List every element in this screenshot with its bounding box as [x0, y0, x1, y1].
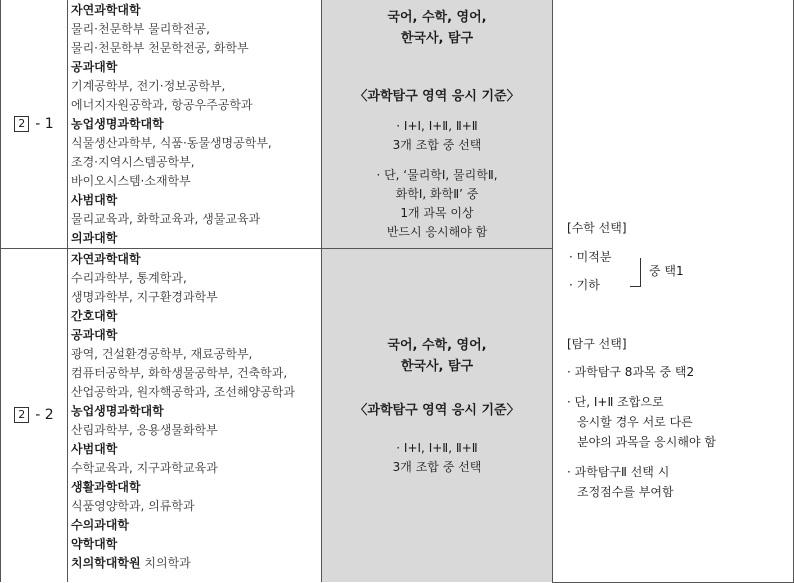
criteria-item: 반드시 응시해야 함 — [386, 224, 488, 239]
subjects-main: 국어, 수학, 영어, — [387, 9, 487, 25]
college-name: 농업생명과학대학 — [71, 404, 164, 418]
subjects-main: 국어, 수학, 영어, — [387, 337, 487, 353]
college-name: 치의학대학원 — [71, 556, 141, 570]
college-name: 간호대학 — [71, 309, 118, 323]
college-name: 공과대학 — [71, 328, 118, 342]
criteria-item: 화학Ⅰ, 화학Ⅱ’ 중 — [395, 186, 479, 201]
science-criteria-heading: 〈과학탐구 영역 응시 기준〉 — [354, 88, 520, 104]
criteria-item: 1개 과목 이상 — [400, 205, 474, 220]
college-name: 약학대학 — [71, 537, 118, 551]
inquiry-line: · 과학탐구Ⅱ 선택 시 — [567, 465, 670, 480]
dept-line: 식품영양학과, 의류학과 — [71, 499, 195, 513]
row-suffix: - 2 — [35, 407, 54, 423]
science-criteria-heading: 〈과학탐구 영역 응시 기준〉 — [354, 402, 520, 418]
row-suffix: - 1 — [35, 115, 54, 132]
college-name: 사범대학 — [71, 193, 118, 207]
units-cell — [68, 249, 322, 583]
dept-line: 광역, 건설환경공학부, 재료공학부, — [71, 347, 253, 361]
math-options — [567, 246, 793, 306]
inquiry-line: 응시할 경우 서로 다른 — [577, 415, 693, 430]
dept-line: 조경·지역시스템공학부, — [71, 155, 195, 169]
dept-line: 산림과학부, 응용생물화학부 — [71, 423, 218, 437]
subjects-cell — [322, 0, 553, 249]
math-option: · 미적분 — [569, 250, 612, 265]
math-option: · 기하 — [569, 278, 600, 293]
row-number-box: 2 — [14, 407, 29, 423]
criteria-item: · 단, ‘물리학Ⅰ, 물리학Ⅱ, — [376, 167, 498, 182]
college-name: 자연과학대학 — [71, 252, 141, 266]
bracket-mark — [630, 258, 641, 287]
college-name: 의과대학 — [71, 231, 118, 245]
college-with-dept — [71, 554, 321, 573]
criteria-item: · Ⅰ+Ⅰ, Ⅰ+Ⅱ, Ⅱ+Ⅱ — [396, 118, 478, 133]
dept-line: 물리·천문학부 물리학전공, — [71, 22, 210, 36]
math-pick: 중 택1 — [649, 264, 684, 279]
college-name: 생활과학대학 — [71, 480, 141, 494]
subjects-cell — [322, 249, 553, 583]
dept-line: 생명과학부, 지구환경과학부 — [71, 290, 218, 304]
college-name: 사범대학 — [71, 442, 118, 456]
college-name: 공과대학 — [71, 60, 118, 74]
inquiry-heading: [탐구 선택] — [567, 337, 627, 352]
inquiry-line: 조정점수를 부여함 — [577, 485, 674, 500]
college-name: 농업생명과학대학 — [71, 117, 164, 131]
inquiry-line: · 단, Ⅰ+Ⅱ 조합으로 — [567, 395, 664, 410]
subjects-main: 한국사, 탐구 — [400, 358, 474, 374]
dept-line: 물리교육과, 화학교육과, 생물교육과 — [71, 212, 261, 226]
dept-line: 물리·천문학부 천문학전공, 화학부 — [71, 41, 249, 55]
dept-line: 기계공학부, 전기·정보공학부, — [71, 79, 226, 93]
inquiry-line: · 과학탐구 8과목 중 택2 — [567, 365, 695, 380]
inquiry-line: 분야의 과목을 응시해야 함 — [577, 435, 716, 450]
math-heading: [수학 선택] — [567, 221, 627, 236]
dept-line: 수학교육과, 지구과학교육과 — [71, 461, 218, 475]
criteria-item: 3개 조합 중 선택 — [392, 459, 482, 474]
row-label-2-2 — [1, 249, 68, 583]
criteria-item: 3개 조합 중 선택 — [392, 137, 482, 152]
dept-line: 산업공학과, 원자핵공학과, 조선해양공학과 — [71, 385, 295, 399]
dept-line: 컴퓨터공학부, 화학생물공학부, 건축학과, — [71, 366, 288, 380]
dept-line: 에너지자원공학과, 항공우주공학과 — [71, 98, 253, 112]
college-name: 자연과학대학 — [71, 3, 141, 17]
dept-line: 수리과학부, 통계학과, — [71, 271, 187, 285]
criteria-item: · Ⅰ+Ⅰ, Ⅰ+Ⅱ, Ⅱ+Ⅱ — [396, 440, 478, 455]
dept-line: 바이오시스템·소재학부 — [71, 174, 191, 188]
row-number-box: 2 — [14, 116, 29, 132]
college-name: 수의과대학 — [71, 518, 129, 532]
subjects-main: 한국사, 탐구 — [400, 30, 474, 46]
dept-line: 치의학과 — [144, 556, 191, 570]
dept-line: 식물생산과학부, 식품·동물생명공학부, — [71, 136, 272, 150]
requirements-cell — [553, 0, 794, 582]
units-cell — [68, 0, 322, 249]
row-label-2-1 — [1, 0, 68, 249]
